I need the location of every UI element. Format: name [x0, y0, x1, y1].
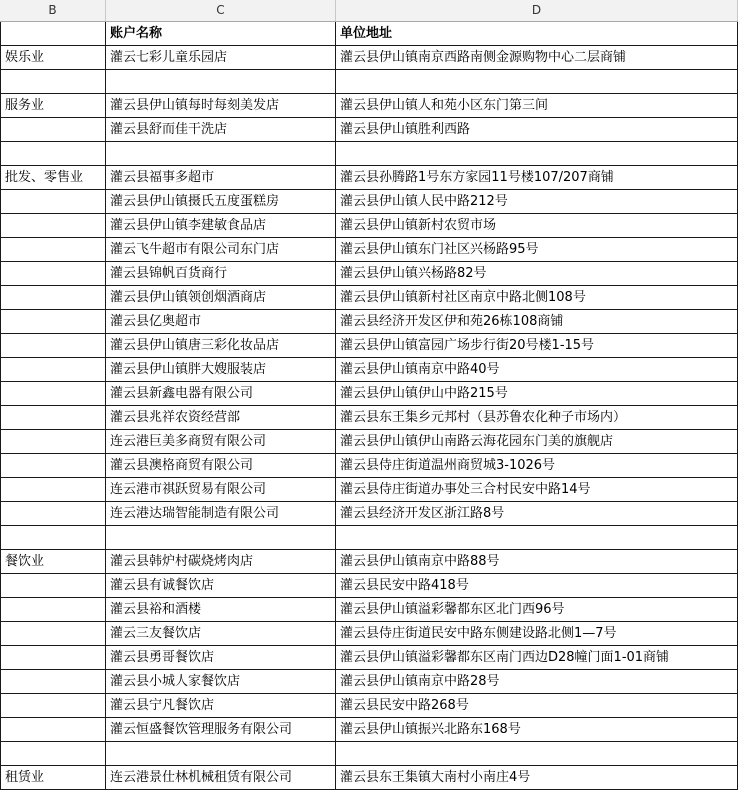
- header-cell-category[interactable]: [0, 22, 106, 46]
- category-cell[interactable]: [0, 334, 106, 358]
- table-row: [0, 598, 738, 622]
- name-cell[interactable]: 灌云县韩炉村碳烧烤肉店: [106, 550, 336, 574]
- category-cell[interactable]: [0, 214, 106, 238]
- table-row: [0, 694, 738, 718]
- address-cell[interactable]: 灌云县伊山镇溢彩馨都东区北门西96号: [336, 598, 738, 622]
- address-cell[interactable]: 灌云县经济开发区浙江路8号: [336, 502, 738, 526]
- name-cell[interactable]: 灌云飞牛超市有限公司东门店: [106, 238, 336, 262]
- table-row: [0, 742, 738, 766]
- address-cell[interactable]: 灌云县伊山镇南京中路28号: [336, 670, 738, 694]
- table-row: [0, 358, 738, 382]
- category-cell[interactable]: 服务业: [0, 94, 106, 118]
- address-cell[interactable]: 灌云县经济开发区伊和苑26栋108商铺: [336, 310, 738, 334]
- category-cell[interactable]: [0, 262, 106, 286]
- table-row: [0, 70, 738, 94]
- address-cell[interactable]: [336, 526, 738, 550]
- category-cell[interactable]: [0, 190, 106, 214]
- category-cell[interactable]: [0, 622, 106, 646]
- header-cell-name[interactable]: 账户名称: [106, 22, 336, 46]
- column-header-d[interactable]: D: [336, 0, 738, 21]
- address-cell[interactable]: [336, 70, 738, 94]
- table-row: [0, 286, 738, 310]
- category-cell[interactable]: [0, 742, 106, 766]
- table-row: [0, 214, 738, 238]
- category-cell[interactable]: 餐饮业: [0, 550, 106, 574]
- address-cell[interactable]: 灌云县伊山镇伊山南路云海花园东门美的旗舰店: [336, 430, 738, 454]
- address-cell[interactable]: 灌云县伊山镇胜利西路: [336, 118, 738, 142]
- category-cell[interactable]: [0, 406, 106, 430]
- category-cell[interactable]: [0, 526, 106, 550]
- category-cell[interactable]: [0, 670, 106, 694]
- address-cell[interactable]: 灌云县孙腾路1号东方家园11号楼107/207商铺: [336, 166, 738, 190]
- name-cell[interactable]: 灌云县伊山镇胖大嫂服装店: [106, 358, 336, 382]
- name-cell[interactable]: 灌云县宁凡餐饮店: [106, 694, 336, 718]
- table-row: [0, 334, 738, 358]
- table-header-row: [0, 22, 738, 46]
- address-cell[interactable]: [336, 142, 738, 166]
- address-cell[interactable]: 灌云县东王集镇大南村小南庄4号: [336, 766, 738, 790]
- address-cell[interactable]: 灌云县侍庄街道民安中路东侧建设路北侧1—7号: [336, 622, 738, 646]
- name-cell[interactable]: 灌云县锦帆百货商行: [106, 262, 336, 286]
- name-cell[interactable]: 灌云县伊山镇领创烟酒商店: [106, 286, 336, 310]
- table-row: [0, 526, 738, 550]
- category-cell[interactable]: [0, 310, 106, 334]
- table-row: [0, 670, 738, 694]
- address-cell[interactable]: 灌云县民安中路268号: [336, 694, 738, 718]
- name-cell[interactable]: 连云港市祺跃贸易有限公司: [106, 478, 336, 502]
- category-cell[interactable]: [0, 70, 106, 94]
- table-row: [0, 262, 738, 286]
- address-cell[interactable]: 灌云县侍庄街道温州商贸城3-1026号: [336, 454, 738, 478]
- address-cell[interactable]: [336, 742, 738, 766]
- table-row: [0, 502, 738, 526]
- name-cell[interactable]: 灌云县伊山镇李建敏食品店: [106, 214, 336, 238]
- category-cell[interactable]: [0, 142, 106, 166]
- category-cell[interactable]: [0, 430, 106, 454]
- category-cell[interactable]: [0, 118, 106, 142]
- name-cell[interactable]: [106, 70, 336, 94]
- column-header-b[interactable]: B: [0, 0, 106, 21]
- address-cell[interactable]: 灌云县伊山镇富园广场步行街20号楼1-15号: [336, 334, 738, 358]
- address-cell[interactable]: 灌云县伊山镇南京西路南侧金源购物中心二层商铺: [336, 46, 738, 70]
- category-cell[interactable]: [0, 646, 106, 670]
- address-cell[interactable]: 灌云县伊山镇南京中路88号: [336, 550, 738, 574]
- category-cell[interactable]: [0, 574, 106, 598]
- address-cell[interactable]: 灌云县民安中路418号: [336, 574, 738, 598]
- name-cell[interactable]: 灌云县伊山镇每时每刻美发店: [106, 94, 336, 118]
- category-cell[interactable]: [0, 358, 106, 382]
- address-cell[interactable]: 灌云县侍庄街道办事处三合村民安中路14号: [336, 478, 738, 502]
- address-cell[interactable]: 灌云县伊山镇东门社区兴杨路95号: [336, 238, 738, 262]
- name-cell[interactable]: 灌云县伊山镇唐三彩化妆品店: [106, 334, 336, 358]
- header-cell-address[interactable]: 单位地址: [336, 22, 738, 46]
- name-cell[interactable]: 灌云县亿奥超市: [106, 310, 336, 334]
- address-cell[interactable]: 灌云县伊山镇新村农贸市场: [336, 214, 738, 238]
- name-cell[interactable]: [106, 742, 336, 766]
- table-row: [0, 430, 738, 454]
- address-cell[interactable]: 灌云县伊山镇南京中路40号: [336, 358, 738, 382]
- category-cell[interactable]: [0, 382, 106, 406]
- name-cell[interactable]: 灌云县勇哥餐饮店: [106, 646, 336, 670]
- name-cell[interactable]: 灌云县伊山镇摄氏五度蛋糕房: [106, 190, 336, 214]
- name-cell[interactable]: 灌云县有诚餐饮店: [106, 574, 336, 598]
- name-cell[interactable]: [106, 142, 336, 166]
- name-cell[interactable]: 灌云恒盛餐饮管理服务有限公司: [106, 718, 336, 742]
- name-cell[interactable]: 灌云七彩儿童乐园店: [106, 46, 336, 70]
- name-cell[interactable]: 灌云县裕和酒楼: [106, 598, 336, 622]
- name-cell[interactable]: 灌云县新鑫电器有限公司: [106, 382, 336, 406]
- table-row: [0, 406, 738, 430]
- table-body: [0, 22, 738, 790]
- name-cell[interactable]: [106, 526, 336, 550]
- name-cell[interactable]: 灌云县兆祥农资经营部: [106, 406, 336, 430]
- table-row: [0, 166, 738, 190]
- name-cell[interactable]: 灌云县小城人家餐饮店: [106, 670, 336, 694]
- name-cell[interactable]: 灌云县舒而佳干洗店: [106, 118, 336, 142]
- table-row: [0, 718, 738, 742]
- address-cell[interactable]: 灌云县伊山镇伊山中路215号: [336, 382, 738, 406]
- address-cell[interactable]: 灌云县伊山镇新村社区南京中路北侧108号: [336, 286, 738, 310]
- category-cell[interactable]: [0, 478, 106, 502]
- address-cell[interactable]: 灌云县伊山镇振兴北路东168号: [336, 718, 738, 742]
- table-row: [0, 142, 738, 166]
- table-row: [0, 478, 738, 502]
- table-row: [0, 574, 738, 598]
- category-cell[interactable]: [0, 502, 106, 526]
- address-cell[interactable]: 灌云县伊山镇人和苑小区东门第三间: [336, 94, 738, 118]
- category-cell[interactable]: [0, 694, 106, 718]
- category-cell[interactable]: [0, 718, 106, 742]
- table-row: [0, 238, 738, 262]
- table-row: [0, 646, 738, 670]
- category-cell[interactable]: 娱乐业: [0, 46, 106, 70]
- category-cell[interactable]: [0, 286, 106, 310]
- table-row: [0, 550, 738, 574]
- name-cell[interactable]: 灌云县福事多超市: [106, 166, 336, 190]
- name-cell[interactable]: 灌云三友餐饮店: [106, 622, 336, 646]
- table-row: [0, 454, 738, 478]
- category-cell[interactable]: 租赁业: [0, 766, 106, 790]
- table-row: [0, 622, 738, 646]
- name-cell[interactable]: 灌云县澳格商贸有限公司: [106, 454, 336, 478]
- table-row: [0, 118, 738, 142]
- name-cell[interactable]: 连云港达瑞智能制造有限公司: [106, 502, 336, 526]
- category-cell[interactable]: 批发、零售业: [0, 166, 106, 190]
- name-cell[interactable]: 连云港景仕林机械租赁有限公司: [106, 766, 336, 790]
- table-row: [0, 310, 738, 334]
- category-cell[interactable]: [0, 238, 106, 262]
- category-cell[interactable]: [0, 598, 106, 622]
- table-row: [0, 46, 738, 70]
- table-row: [0, 190, 738, 214]
- name-cell[interactable]: 连云港巨美多商贸有限公司: [106, 430, 336, 454]
- address-cell[interactable]: 灌云县伊山镇溢彩馨都东区南门西边D28幢门面1-01商铺: [336, 646, 738, 670]
- column-header-bar: [0, 0, 738, 22]
- table-row: [0, 382, 738, 406]
- column-header-c[interactable]: C: [106, 0, 336, 21]
- table-row: [0, 766, 738, 790]
- address-cell[interactable]: 灌云县伊山镇人民中路212号: [336, 190, 738, 214]
- category-cell[interactable]: [0, 454, 106, 478]
- table-row: [0, 94, 738, 118]
- address-cell[interactable]: 灌云县伊山镇兴杨路82号: [336, 262, 738, 286]
- address-cell[interactable]: 灌云县东王集乡元邦村（县苏鲁农化种子市场内）: [336, 406, 738, 430]
